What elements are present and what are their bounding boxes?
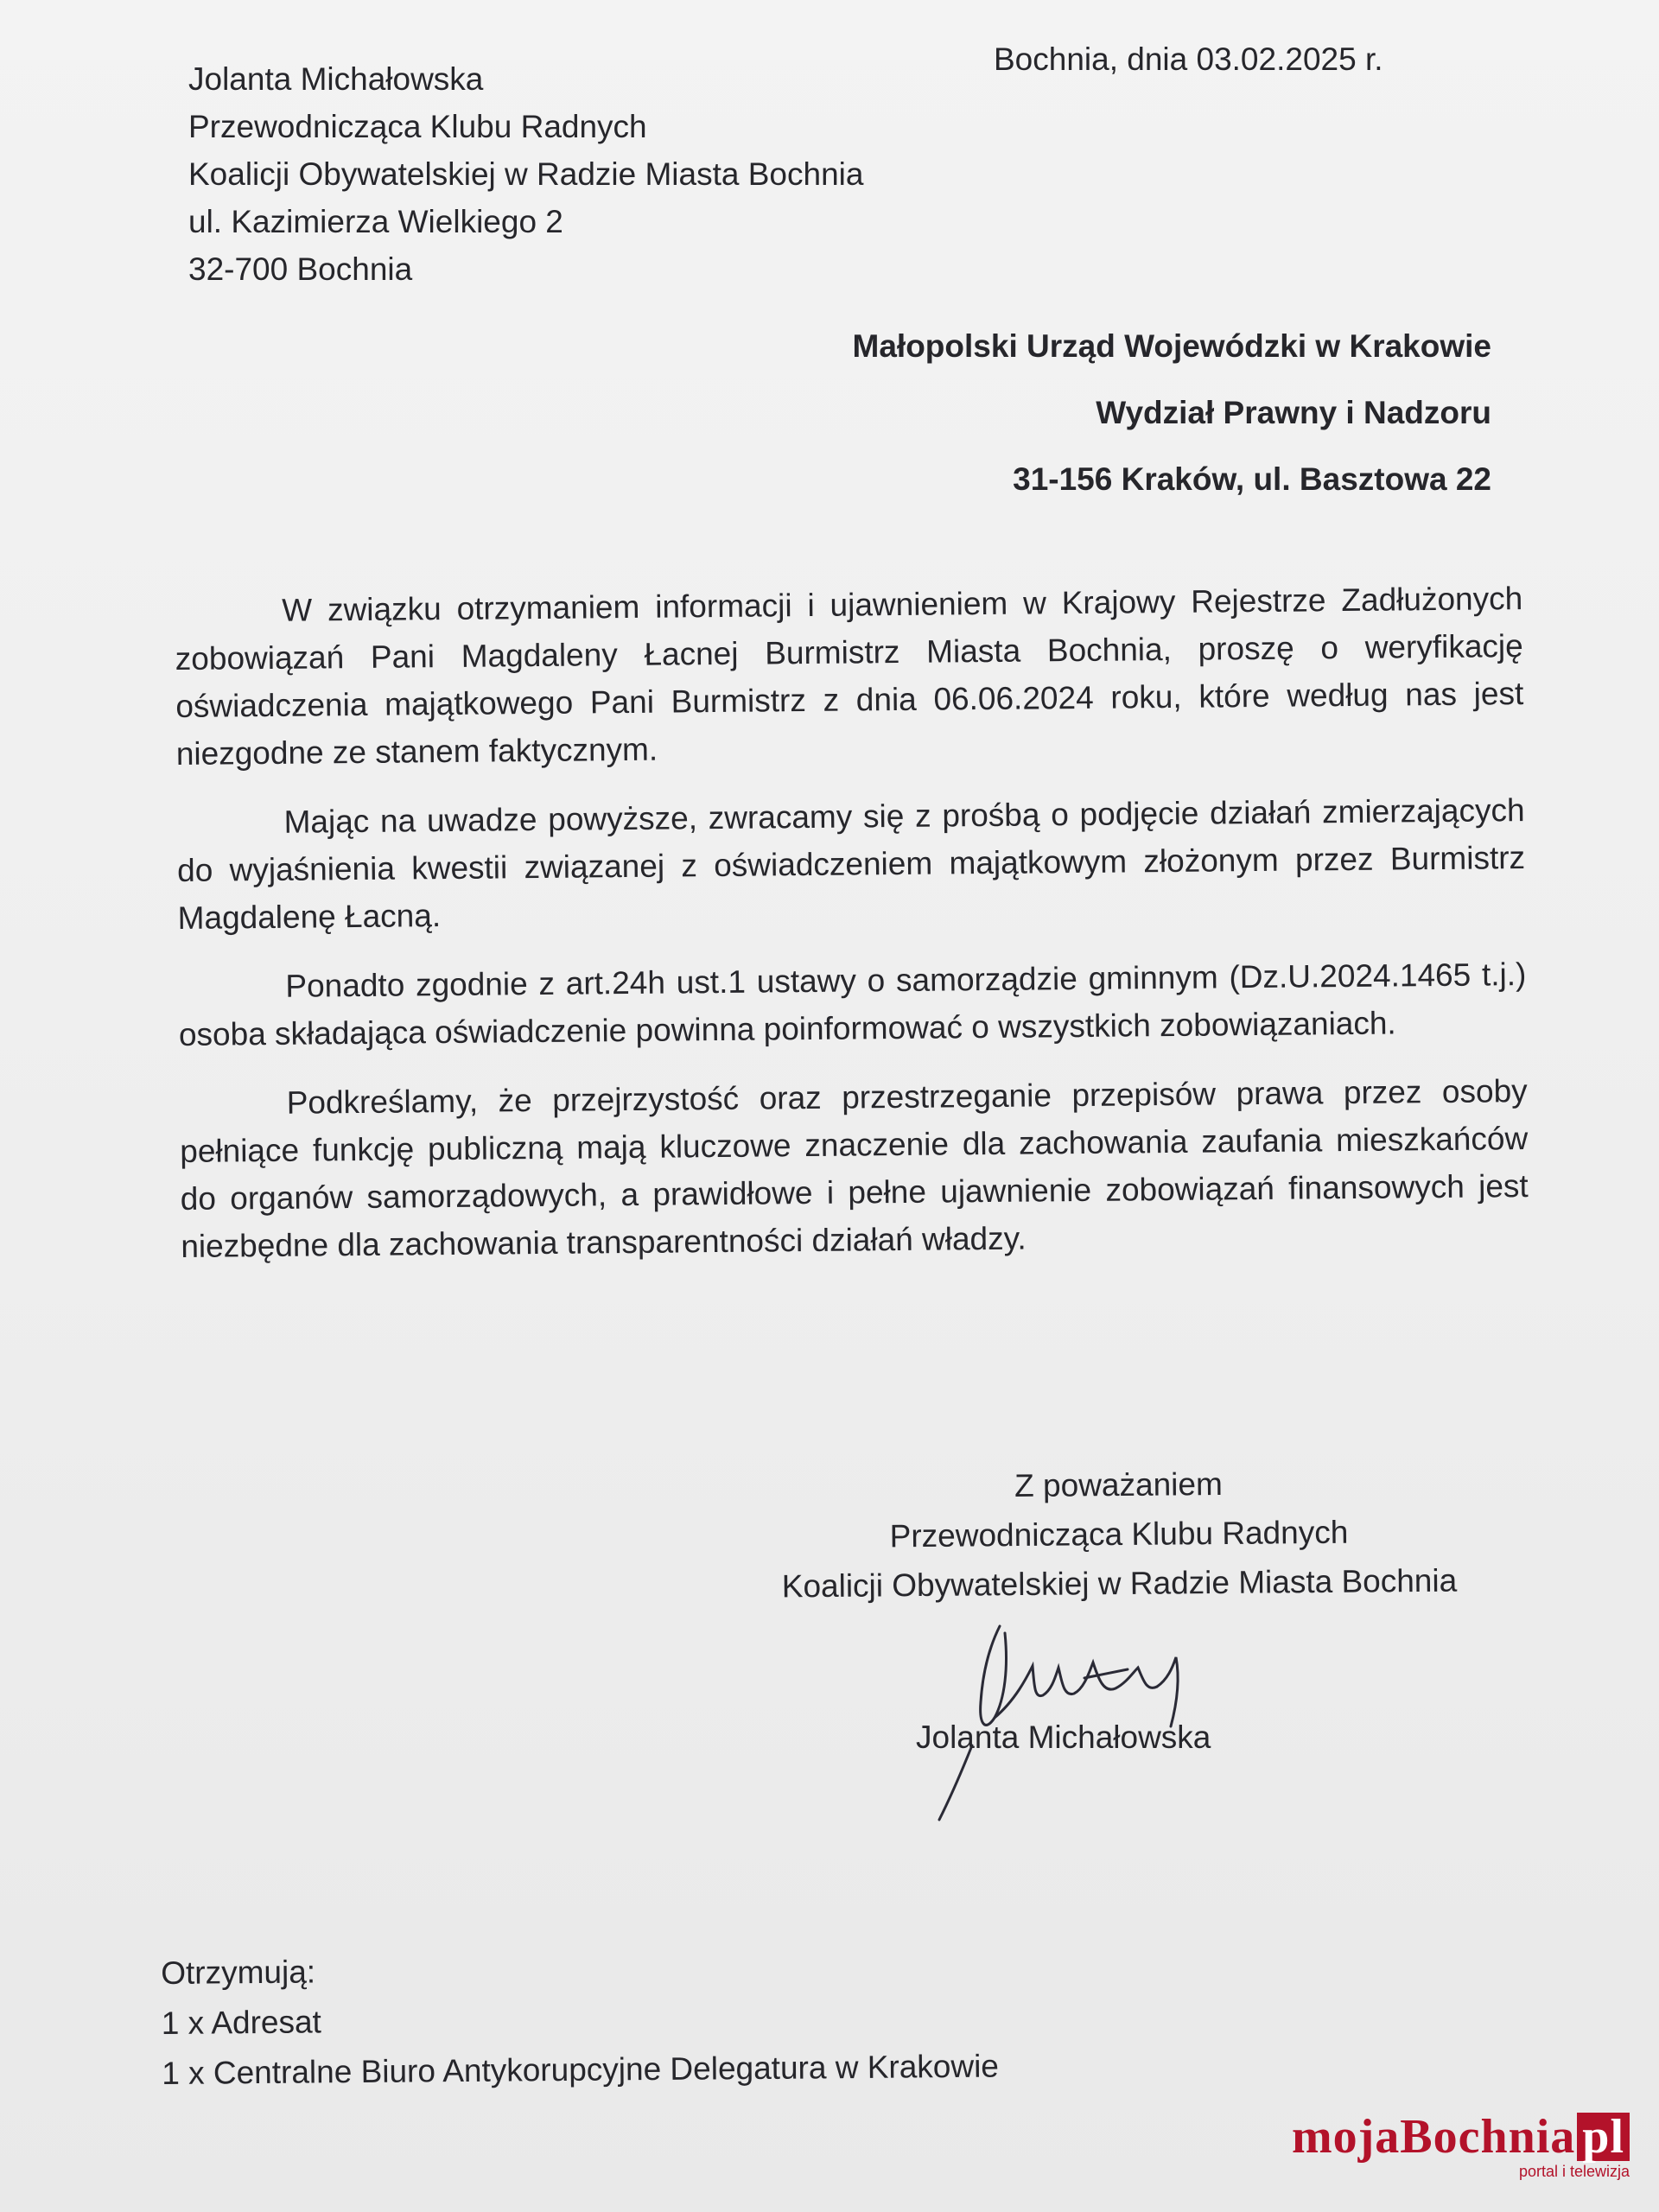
letter-date: Bochnia, dnia 03.02.2025 r. [994, 41, 1383, 77]
watermark-tld: pl [1577, 2113, 1630, 2161]
distribution-title: Otrzymują: [161, 1954, 316, 1991]
sender-organization: Koalicji Obywatelskiej w Radzie Miasta Bochnia [188, 156, 864, 192]
body-paragraph: Ponadto zgodnie z art.24h ust.1 ustawy o samorządzie gminnym (Dz.U.2024.1465 t.j.) osoba składająca oświadczenie powinna poinformować o wszystkich zobowiązaniach. [178, 957, 1527, 1052]
recipient-block [853, 313, 1491, 512]
sender-city: 32-700 Bochnia [188, 251, 413, 287]
recipient-department: Wydział Prawny i Nadzoru [1096, 395, 1491, 430]
watermark-brand: mojaBochnia [1291, 2110, 1576, 2164]
sender-street: ul. Kazimierza Wielkiego 2 [188, 204, 563, 239]
closing-organization: Koalicji Obywatelskiej w Radzie Miasta Bochnia [781, 1562, 1458, 1605]
closing-block [708, 1457, 1529, 1611]
recipient-office: Małopolski Urząd Wojewódzki w Krakowie [852, 328, 1491, 364]
distribution-item: 1 x Centralne Biuro Antykorupcyjne Delegatura w Krakowie [162, 2048, 1000, 2091]
portal-watermark [1291, 2110, 1630, 2181]
closing-title: Przewodnicząca Klubu Radnych [889, 1514, 1349, 1554]
sender-name: Jolanta Michałowska [188, 61, 484, 97]
letter-body [175, 575, 1529, 1292]
body-paragraph: W związku otrzymaniem informacji i ujawnieniem w Krajowy Rejestrze Zadłużonych zobowiązań Pani Magdaleny Łacnej Burmistrz Miasta Bochnia, proszę o weryfikację oświadczenia majątkowego Pani Burmistrz z dnia 06.06.2024 roku, które według nas jest niezgodne ze stanem faktycznym. [175, 581, 1524, 772]
watermark-logo [1291, 2110, 1630, 2164]
recipient-address: 31-156 Kraków, ul. Basztowa 22 [1013, 461, 1491, 497]
distribution-list [161, 1942, 999, 2099]
sender-block [188, 55, 863, 293]
sender-title: Przewodnicząca Klubu Radnych [188, 109, 647, 144]
closing-salutation: Z poważaniem [1014, 1465, 1223, 1504]
distribution-item: 1 x Adresat [161, 2004, 322, 2041]
watermark-tagline: portal i telewizja [1518, 2163, 1630, 2180]
body-paragraph: Podkreślamy, że przejrzystość oraz przestrzeganie przepisów prawa przez osoby pełniące funkcję publiczną mają kluczowe znaczenie dla zachowania zaufania mieszkańców do organów samorządowych, a prawidłowe i pełne ujawnienie zobowiązań finansowych jest niezbędne dla zachowania transparentności działań władzy. [180, 1072, 1529, 1264]
body-paragraph: Mając na uwadze powyższe, zwracamy się z prośbą o podjęcie działań zmierzających do wyjaśnienia kwestii związanej z oświadczeniem majątkowym złożonym przez Burmistrz Magdalenę Łacną. [176, 792, 1526, 936]
signer-name: Jolanta Michałowska [916, 1719, 1211, 1755]
